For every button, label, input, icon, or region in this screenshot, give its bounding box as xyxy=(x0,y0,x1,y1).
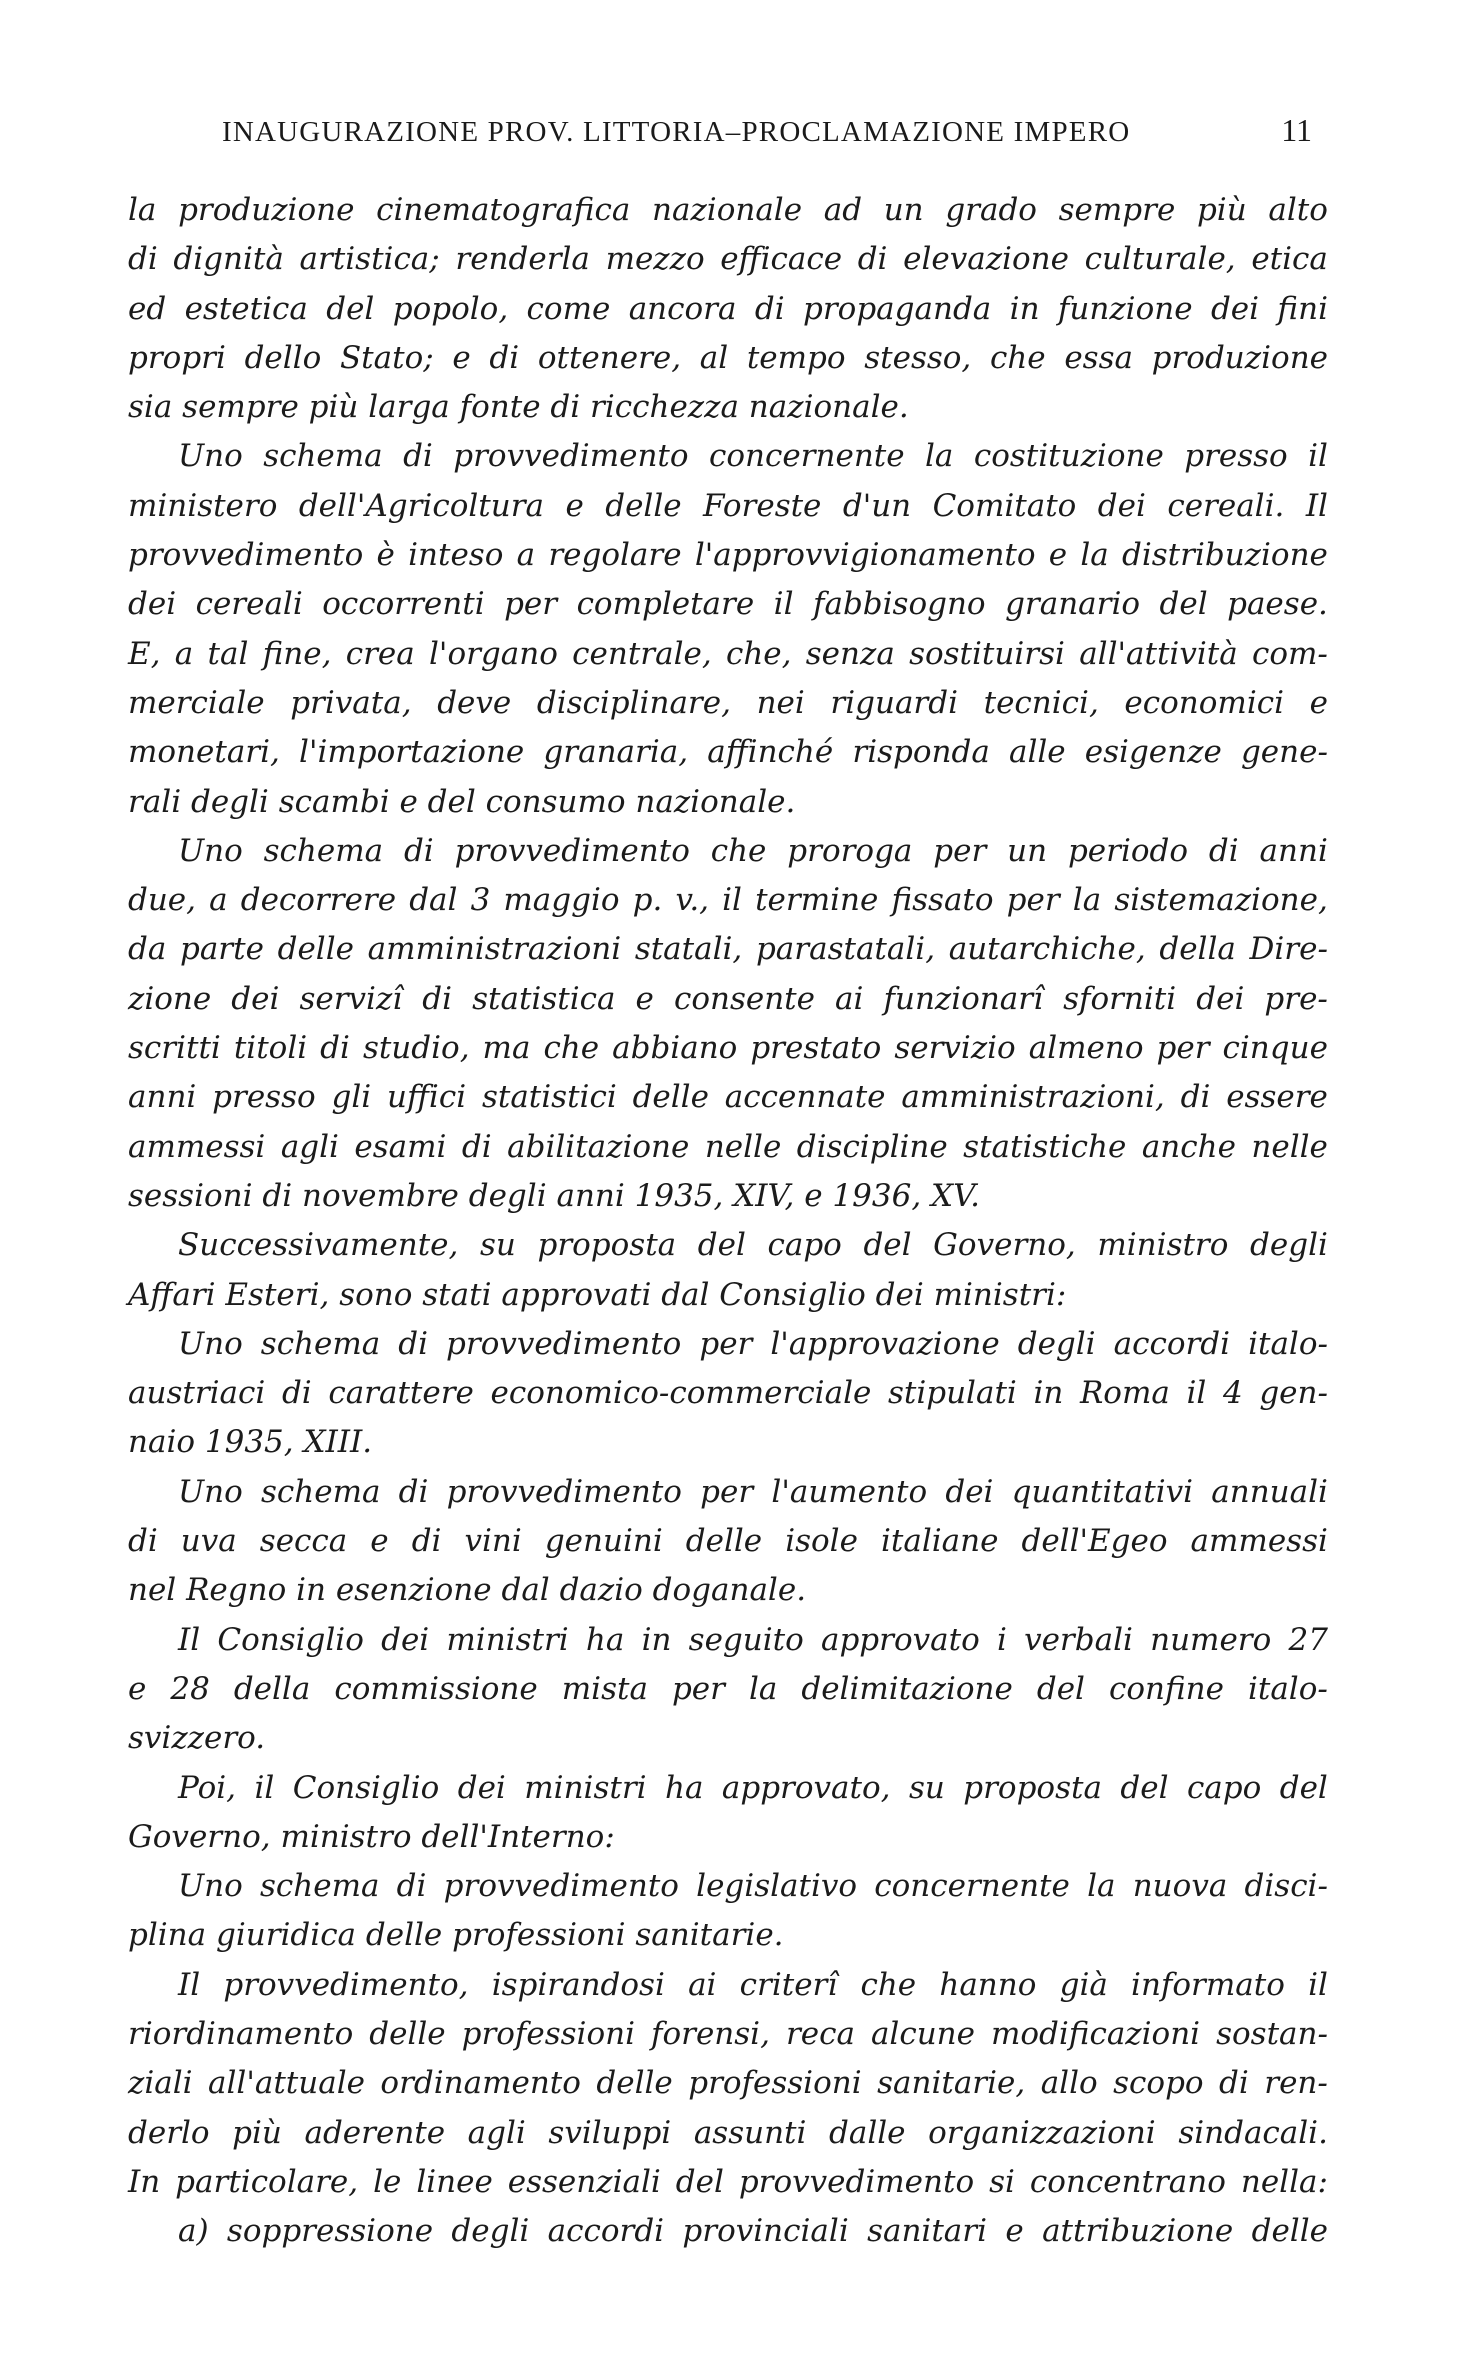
text-line: provvedimento è inteso a regolare l'approvvigionamento e la distribuzione xyxy=(128,537,1328,574)
text-line: di uva secca e di vini genuini delle isole italiane dell'Egeo ammessi xyxy=(128,1523,1328,1560)
text-line: anni presso gli uffici statistici delle accennate amministrazioni, di essere xyxy=(128,1079,1328,1116)
text-line: scritti titoli di studio, ma che abbiano prestato servizio almeno per cinque xyxy=(128,1030,1328,1067)
text-line: Uno schema di provvedimento concernente la costituzione presso il xyxy=(178,438,1328,475)
text-line: ed estetica del popolo, come ancora di propaganda in funzione dei fini xyxy=(128,290,1328,327)
text-line: Uno schema di provvedimento per l'approvazione degli accordi italo- xyxy=(178,1325,1328,1362)
text-line: Uno schema di provvedimento che proroga per un periodo di anni xyxy=(178,832,1328,869)
text-line: svizzero. xyxy=(128,1720,266,1757)
text-line: E, a tal fine, crea l'organo centrale, che, senza sostituirsi all'attività com- xyxy=(128,635,1328,672)
text-line: la produzione cinematografica nazionale ad un grado sempre più alto xyxy=(128,192,1328,228)
header-title: INAUGURAZIONE PROV. LITTORIA–PROCLAMAZIONE IMPERO xyxy=(222,116,1131,148)
text-line: plina giuridica delle professioni sanitarie. xyxy=(128,1917,784,1954)
text-line: Governo, ministro dell'Interno: xyxy=(128,1818,615,1855)
text-line: Successivamente, su proposta del capo del Governo, ministro degli xyxy=(178,1227,1328,1264)
text-line: Poi, il Consiglio dei ministri ha approvato, su proposta del capo del xyxy=(178,1769,1328,1806)
text-line: derlo più aderente agli sviluppi assunti dalle organizzazioni sindacali. xyxy=(128,2114,1328,2151)
text-line: ziali all'attuale ordinamento delle professioni sanitarie, allo scopo di ren- xyxy=(128,2065,1328,2102)
text-line: zione dei servizî di statistica e consente ai funzionarî sforniti dei pre- xyxy=(128,980,1328,1017)
text-line: sessioni di novembre degli anni 1935, XIV, e 1936, XV. xyxy=(128,1177,980,1214)
text-line: ammessi agli esami di abilitazione nelle discipline statistiche anche nelle xyxy=(128,1128,1328,1165)
text-line: Uno schema di provvedimento per l'aumento dei quantitativi annuali xyxy=(178,1473,1328,1510)
body-text xyxy=(128,186,1328,2256)
text-line: Il provvedimento, ispirandosi ai criterî che hanno già informato il xyxy=(178,1966,1328,2003)
text-line: merciale privata, deve disciplinare, nei riguardi tecnici, economici e xyxy=(128,684,1328,721)
text-line: ministero dell'Agricoltura e delle Foreste d'un Comitato dei cereali. Il xyxy=(128,487,1328,524)
text-line: Il Consiglio dei ministri ha in seguito approvato i verbali numero 27 xyxy=(178,1621,1328,1658)
running-header xyxy=(222,112,1312,162)
text-line: sia sempre più larga fonte di ricchezza nazionale. xyxy=(128,389,909,426)
text-line: naio 1935, XIII. xyxy=(128,1424,373,1461)
text-line: a) soppressione degli accordi provinciali sanitari e attribuzione delle xyxy=(178,2213,1328,2250)
text-line: e 28 della commissione mista per la delimitazione del confine italo- xyxy=(128,1670,1328,1707)
text-line: nel Regno in esenzione dal dazio doganale. xyxy=(128,1572,807,1609)
text-line: monetari, l'importazione granaria, affinché risponda alle esigenze gene- xyxy=(128,734,1328,771)
text-line: da parte delle amministrazioni statali, parastatali, autarchiche, della Dire- xyxy=(128,931,1328,968)
text-line: due, a decorrere dal 3 maggio p. v., il termine fissato per la sistemazione, xyxy=(128,882,1328,919)
text-line: riordinamento delle professioni forensi, reca alcune modificazioni sostan- xyxy=(128,2015,1328,2052)
page-number: 11 xyxy=(1281,112,1312,148)
text-line: Affari Esteri, sono stati approvati dal Consiglio dei ministri: xyxy=(128,1276,1067,1313)
text-line: Uno schema di provvedimento legislativo concernente la nuova disci- xyxy=(178,1868,1328,1905)
text-line: propri dello Stato; e di ottenere, al tempo stesso, che essa produzione xyxy=(128,339,1328,376)
text-line: rali degli scambi e del consumo nazionale. xyxy=(128,783,796,820)
text-line: di dignità artistica; renderla mezzo efficace di elevazione culturale, etica xyxy=(128,241,1328,278)
text-line: In particolare, le linee essenziali del provvedimento si concentrano nella: xyxy=(128,2163,1328,2200)
text-line: austriaci di carattere economico-commerciale stipulati in Roma il 4 gen- xyxy=(128,1375,1328,1412)
text-line: dei cereali occorrenti per completare il fabbisogno granario del paese. xyxy=(128,586,1328,623)
